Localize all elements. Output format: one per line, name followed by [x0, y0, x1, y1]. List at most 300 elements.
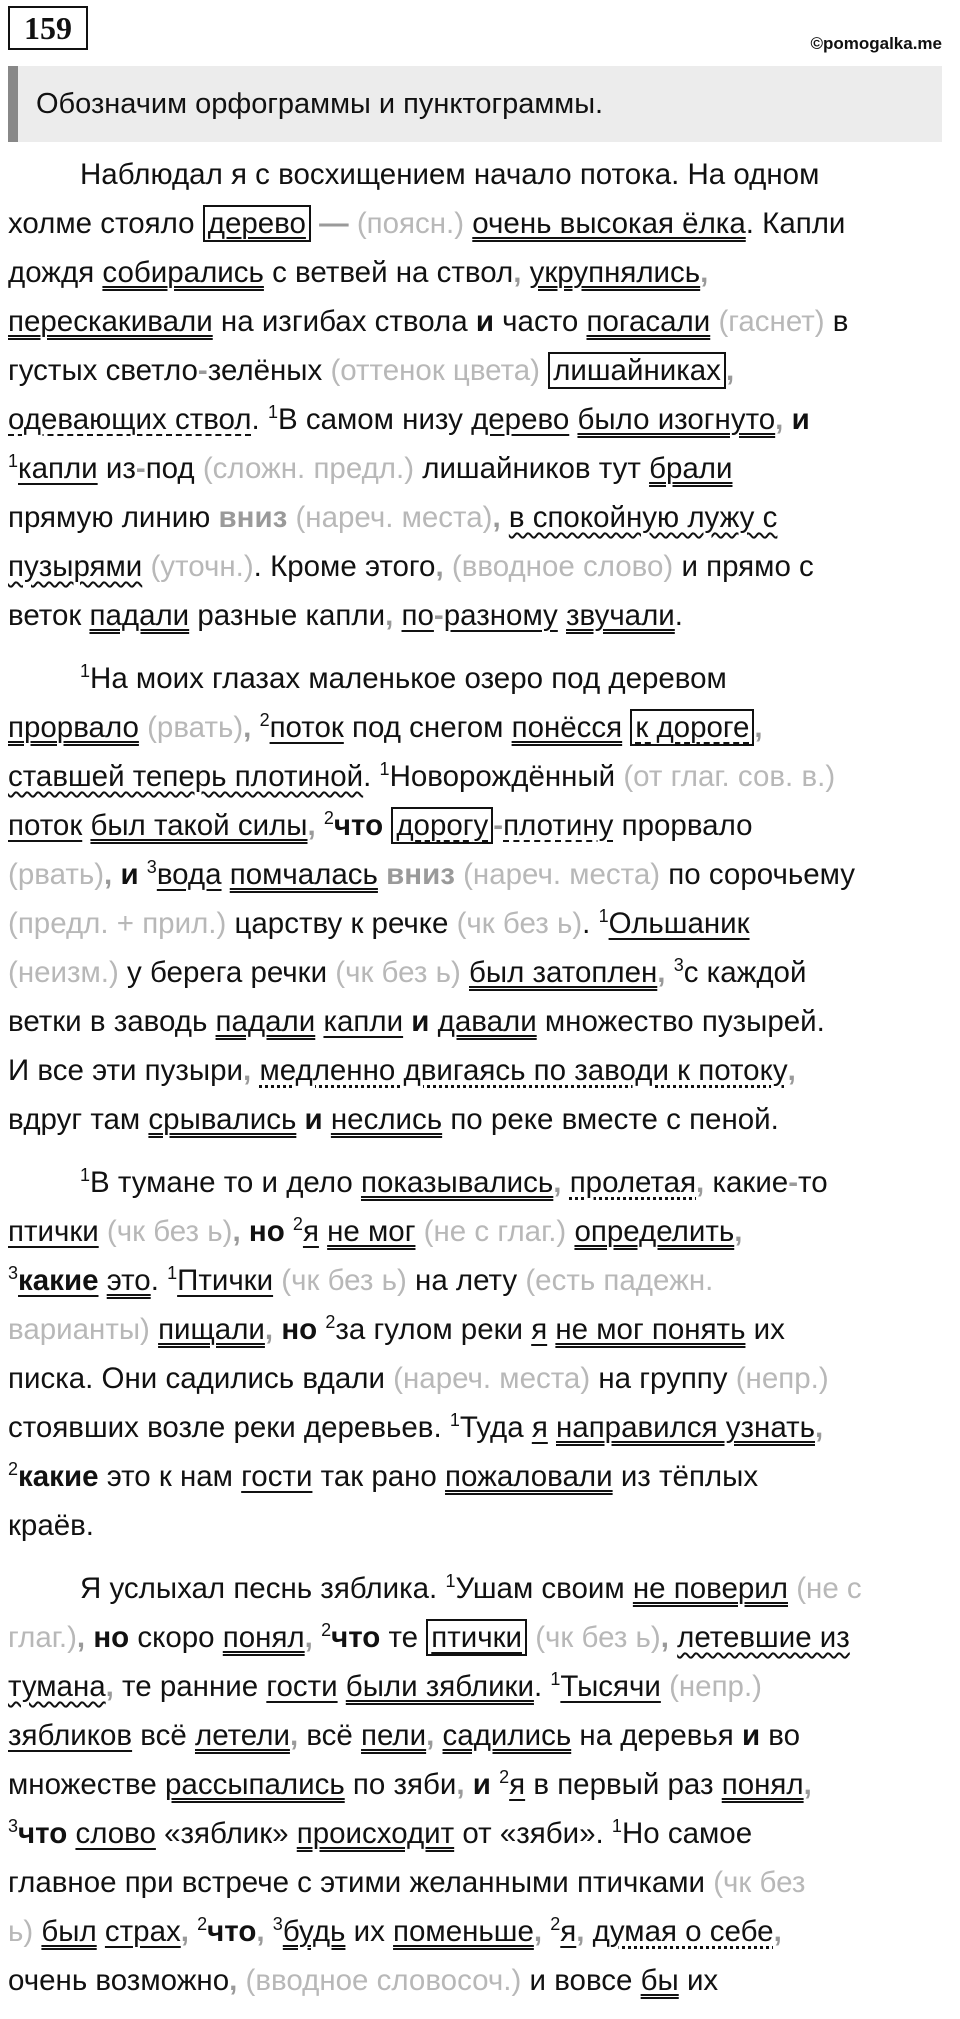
text-line — [8, 1403, 952, 1452]
text-line — [8, 752, 952, 801]
text-segment: . — [533, 1670, 551, 1703]
sentence-index: 1 — [598, 906, 609, 927]
text-segment: разные капли — [189, 599, 386, 632]
text-segment: по зяби — [344, 1768, 457, 1801]
text-segment — [139, 711, 147, 744]
text-segment: часто — [493, 305, 587, 338]
marked-segment: , — [657, 956, 666, 989]
text-line — [8, 1046, 952, 1095]
sentence-index: 2 — [325, 1312, 336, 1333]
text-line — [8, 542, 952, 591]
marked-segment: , — [576, 1915, 585, 1948]
marked-segment: по — [401, 599, 434, 632]
marked-segment: что — [333, 809, 384, 842]
text-segment: зелёных — [207, 354, 331, 387]
marked-segment: капли — [18, 452, 98, 485]
text-segment: по реке вместе с пеной. — [442, 1103, 779, 1136]
text-segment — [97, 1915, 105, 1948]
text-segment — [669, 1621, 677, 1654]
exercise-text — [8, 150, 952, 2019]
text-segment — [338, 1670, 346, 1703]
text-line — [8, 444, 952, 493]
marked-segment: падали — [215, 1005, 316, 1038]
text-segment: В самом низу — [277, 403, 472, 436]
text-segment: под снегом — [343, 711, 512, 744]
marked-segment: (чк без ь) — [535, 1621, 661, 1654]
marked-segment: - — [197, 354, 208, 387]
text-segment — [319, 1215, 327, 1248]
paragraph-1 — [8, 150, 952, 640]
text-segment — [393, 599, 401, 632]
text-segment: . Капли — [745, 207, 846, 240]
text-segment — [222, 858, 230, 891]
text-segment: густых светло — [8, 354, 198, 387]
marked-segment: - — [433, 599, 444, 632]
marked-segment: зябликов — [8, 1719, 133, 1752]
sentence-index: 2 — [323, 808, 334, 829]
text-segment: и вовсе — [521, 1964, 641, 1997]
marked-segment: пели — [361, 1719, 427, 1752]
marked-segment: я — [531, 1313, 548, 1346]
sentence-index: 1 — [167, 1263, 178, 1284]
marked-segment: , — [533, 1915, 543, 1948]
text-segment — [562, 1166, 570, 1199]
marked-segment: ставшей теперь плотиной — [8, 760, 364, 793]
sentence-index: 1 — [267, 402, 278, 423]
marked-segment: не мог понять — [555, 1313, 746, 1346]
marked-segment: птички — [8, 1215, 99, 1248]
marked-segment: пролетая — [569, 1166, 697, 1199]
marked-segment: вниз — [386, 858, 455, 891]
text-segment: на лету — [406, 1264, 526, 1297]
marked-segment: , — [180, 1915, 189, 1948]
text-segment — [316, 809, 324, 842]
marked-segment: (чк без ь) — [456, 907, 583, 940]
marked-segment: понёсся — [511, 711, 623, 744]
marked-segment: происходит — [296, 1817, 455, 1850]
marked-segment: (непр.) — [735, 1362, 829, 1395]
marked-segment: (есть падежн. — [525, 1264, 714, 1297]
marked-segment: , — [243, 711, 252, 744]
text-segment — [491, 1768, 499, 1801]
marked-segment: рассыпались — [165, 1768, 345, 1801]
marked-segment: срывались — [148, 1103, 297, 1136]
text-segment — [99, 1264, 107, 1297]
marked-segment: , — [289, 1719, 299, 1752]
marked-segment: лишайниках — [548, 352, 726, 389]
marked-segment: (рвать) — [147, 711, 244, 744]
marked-segment: помчалась — [229, 858, 378, 891]
marked-segment: думая о себе — [592, 1915, 774, 1948]
marked-segment: определить — [574, 1215, 735, 1248]
sentence-index: 3 — [673, 955, 684, 976]
marked-segment: , — [456, 1768, 465, 1801]
text-segment — [558, 599, 566, 632]
paragraph-4 — [8, 1564, 952, 2005]
text-segment: в первый раз — [525, 1768, 722, 1801]
marked-segment: , — [105, 1670, 114, 1703]
marked-segment: , — [304, 1621, 313, 1654]
marked-segment: поменьше — [393, 1915, 534, 1948]
text-segment — [139, 858, 147, 891]
text-segment: какие — [704, 1166, 789, 1199]
text-segment: . — [674, 599, 683, 632]
marked-segment: , — [243, 1054, 252, 1087]
text-segment: так рано — [312, 1460, 446, 1493]
text-line — [8, 199, 952, 248]
marked-segment: медленно двигаясь по заводи к потоку — [259, 1054, 788, 1087]
text-segment: множестве — [8, 1768, 165, 1801]
marked-segment: (сложн. предл.) — [202, 452, 415, 485]
text-segment: из — [97, 452, 136, 485]
marked-segment: пищали — [158, 1313, 265, 1346]
text-segment — [444, 550, 452, 583]
text-segment: с каждой — [683, 956, 807, 989]
text-segment — [429, 1005, 437, 1038]
text-segment: те — [380, 1621, 427, 1654]
marked-segment: (нареч. места) — [463, 858, 661, 891]
marked-segment: но — [281, 1313, 318, 1346]
marked-segment: гости — [266, 1670, 338, 1703]
sentence-index: 2 — [499, 1767, 510, 1788]
marked-segment: слово — [75, 1817, 156, 1850]
text-segment: Туда — [459, 1411, 532, 1444]
text-segment: и прямо с — [673, 550, 814, 583]
marked-segment: , — [754, 711, 763, 744]
marked-segment: одевающих ствол — [8, 403, 252, 436]
marked-segment: (гаснет) — [718, 305, 825, 338]
text-segment: краёв. — [8, 1509, 94, 1542]
text-line — [8, 1613, 952, 1662]
marked-segment: и — [475, 305, 494, 338]
text-line — [8, 1907, 952, 1956]
marked-segment: ь) — [8, 1915, 34, 1948]
text-segment — [465, 1768, 473, 1801]
marked-segment: (чк без ь) — [106, 1215, 233, 1248]
marked-segment: , — [803, 1768, 812, 1801]
sentence-index: 1 — [80, 1165, 91, 1186]
marked-segment: давали — [437, 1005, 537, 1038]
text-segment — [661, 1670, 669, 1703]
marked-segment: летевшие из — [677, 1621, 850, 1654]
text-segment — [527, 1621, 535, 1654]
marked-segment: перескакивали — [8, 305, 213, 338]
text-segment — [455, 858, 463, 891]
marked-segment: (нареч. места) — [393, 1362, 591, 1395]
text-segment — [296, 1103, 304, 1136]
marked-segment: , — [513, 256, 522, 289]
text-segment — [237, 1964, 245, 1997]
marked-segment: (вводное слово) — [451, 550, 674, 583]
marked-segment: , — [773, 1915, 782, 1948]
marked-segment: я — [531, 1411, 548, 1444]
marked-segment: , — [492, 501, 501, 534]
sentence-index: 2 — [550, 1914, 561, 1935]
marked-segment: что — [207, 1915, 257, 1948]
marked-segment: - — [493, 809, 504, 842]
text-segment — [501, 501, 509, 534]
marked-segment: неслись — [330, 1103, 443, 1136]
marked-segment: погасали — [586, 305, 711, 338]
marked-segment: (неизм.) — [8, 956, 119, 989]
marked-segment: поток — [269, 711, 344, 744]
text-segment — [265, 1915, 273, 1948]
marked-segment: не мог — [327, 1215, 416, 1248]
marked-segment: вода — [156, 858, 222, 891]
text-line — [8, 703, 952, 752]
marked-segment: и — [791, 403, 810, 436]
text-segment: с ветвей на ствол — [263, 256, 514, 289]
marked-segment: , — [385, 599, 394, 632]
text-segment: главное при встрече с этими желанными птичками — [8, 1866, 714, 1899]
marked-segment: дерево — [471, 403, 570, 436]
sentence-index: 3 — [8, 1816, 19, 1837]
text-segment: веток — [8, 599, 90, 632]
marked-segment: бы — [640, 1964, 679, 1997]
marked-segment: поток — [8, 809, 83, 842]
text-segment — [99, 1215, 107, 1248]
marked-segment: - — [135, 452, 146, 485]
marked-segment: понял — [721, 1768, 804, 1801]
marked-segment: собирались — [102, 256, 264, 289]
marked-segment: но — [93, 1621, 130, 1654]
text-segment: Но самое — [621, 1817, 753, 1850]
text-segment: всё — [132, 1719, 195, 1752]
marked-segment: , — [787, 1054, 796, 1087]
paragraph-2 — [8, 654, 952, 1144]
text-segment: те ранние — [113, 1670, 267, 1703]
marked-segment: это — [106, 1264, 151, 1297]
text-line — [8, 1452, 952, 1501]
sentence-index: 3 — [272, 1914, 283, 1935]
marked-segment: что — [331, 1621, 381, 1654]
text-segment: . — [251, 403, 268, 436]
marked-segment: (уточн.) — [150, 550, 254, 583]
marked-segment: я — [302, 1215, 319, 1248]
text-segment — [189, 1915, 197, 1948]
marked-segment: , — [775, 403, 784, 436]
text-line — [8, 1711, 952, 1760]
marked-segment: плотину — [503, 809, 614, 842]
text-line — [8, 1158, 952, 1207]
marked-segment: (нареч. места) — [295, 501, 493, 534]
marked-segment: , — [725, 354, 735, 387]
marked-segment: , — [734, 1215, 743, 1248]
marked-segment: глаг.) — [8, 1621, 77, 1654]
text-segment: царству к речке — [226, 907, 457, 940]
marked-segment: (от глаг. сов. в.) — [623, 760, 836, 793]
marked-segment: - — [788, 1166, 799, 1199]
task-heading: Обозначим орфограммы и пунктограммы. — [8, 66, 942, 142]
marked-segment: (чк без — [713, 1866, 806, 1899]
sentence-index: 1 — [449, 1410, 460, 1431]
marked-segment: , — [229, 1964, 238, 1997]
marked-segment: был затоплен — [469, 956, 658, 989]
text-segment: множество пузырей. — [536, 1005, 825, 1038]
sentence-index: 2 — [292, 1214, 303, 1235]
exercise-number: 159 — [8, 6, 88, 50]
marked-segment: (оттенок цвета) — [330, 354, 540, 387]
marked-segment: летели — [194, 1719, 290, 1752]
marked-segment: , — [232, 1215, 241, 1248]
text-line — [8, 1305, 952, 1354]
text-segment: Наблюдал я с восхищением начало потока. На одном — [80, 158, 820, 191]
text-segment — [461, 956, 469, 989]
sentence-index: 2 — [8, 1459, 19, 1480]
marked-segment: (не с — [796, 1572, 862, 1605]
marked-segment: (чк без ь) — [281, 1264, 407, 1297]
marked-segment: тумана — [8, 1670, 106, 1703]
text-segment: от «зяби». — [454, 1817, 612, 1850]
marked-segment: разному — [443, 599, 558, 632]
text-line — [8, 1095, 952, 1144]
marked-segment: , — [660, 1621, 669, 1654]
text-segment: Ушам своим — [455, 1572, 633, 1605]
marked-segment: , — [700, 256, 709, 289]
text-segment: их — [345, 1915, 394, 1948]
marked-segment: , — [264, 1313, 274, 1346]
watermark: ©pomogalka.me — [810, 34, 942, 53]
marked-segment: — — [319, 207, 349, 240]
text-segment: скоро — [129, 1621, 223, 1654]
text-segment: дождя — [8, 256, 103, 289]
text-segment — [150, 1313, 158, 1346]
text-line — [8, 1564, 952, 1613]
marked-segment: , — [256, 1915, 265, 1948]
text-segment — [349, 207, 357, 240]
text-segment: прорвало — [613, 809, 753, 842]
text-segment: у берега речки — [118, 956, 336, 989]
text-segment: очень возможно — [8, 1964, 230, 1997]
text-line — [8, 997, 952, 1046]
marked-segment: и — [472, 1768, 491, 1801]
sentence-index: 1 — [445, 1571, 456, 1592]
marked-segment: падали — [89, 599, 190, 632]
sentence-index: 1 — [611, 1816, 622, 1837]
marked-segment: прорвало — [8, 711, 139, 744]
text-line — [8, 899, 952, 948]
marked-segment: и — [411, 1005, 430, 1038]
marked-segment: капли — [323, 1005, 404, 1038]
marked-segment: (поясн.) — [356, 207, 465, 240]
text-segment — [548, 1411, 556, 1444]
text-segment: . — [150, 1264, 168, 1297]
text-line — [8, 1760, 952, 1809]
marked-segment: звучали — [566, 599, 675, 632]
marked-segment: был — [41, 1915, 97, 1948]
marked-segment: Тысячи — [560, 1670, 661, 1703]
marked-segment: страх — [104, 1915, 181, 1948]
text-segment — [434, 1719, 442, 1752]
text-line — [8, 346, 952, 395]
text-segment: . Кроме этого — [253, 550, 436, 583]
text-segment: прямую линию — [8, 501, 219, 534]
text-line — [8, 1256, 952, 1305]
marked-segment: (чк без ь) — [335, 956, 461, 989]
text-segment: . — [363, 760, 380, 793]
text-segment: холме стояло — [8, 207, 203, 240]
text-segment — [378, 858, 386, 891]
text-segment: по сорочьему — [660, 858, 855, 891]
text-line — [8, 1809, 952, 1858]
text-line — [8, 654, 952, 703]
marked-segment: Птички — [177, 1264, 274, 1297]
marked-segment: я — [509, 1768, 526, 1801]
marked-segment: было изогнуто — [577, 403, 776, 436]
text-segment: . — [582, 907, 599, 940]
text-segment — [415, 1215, 423, 1248]
text-line — [8, 395, 952, 444]
text-segment: то — [798, 1166, 828, 1199]
marked-segment: понял — [222, 1621, 305, 1654]
marked-segment: , — [426, 1719, 435, 1752]
text-segment: Новорождённый — [389, 760, 624, 793]
marked-segment: какие — [18, 1460, 99, 1493]
marked-segment: пожаловали — [445, 1460, 613, 1493]
text-segment: стоявших возле реки деревьев. — [8, 1411, 450, 1444]
text-segment: вдруг там — [8, 1103, 149, 1136]
text-segment — [251, 711, 259, 744]
marked-segment: брали — [649, 452, 733, 485]
marked-segment: и — [741, 1719, 761, 1752]
marked-segment: пузырями — [8, 550, 143, 583]
sentence-index: 1 — [550, 1669, 561, 1690]
text-segment: писка. Они садились вдали — [8, 1362, 394, 1395]
marked-segment: , — [435, 550, 444, 583]
text-segment: под — [145, 452, 203, 485]
marked-segment: не поверил — [632, 1572, 788, 1605]
text-line — [8, 948, 952, 997]
marked-segment: я — [560, 1915, 577, 1948]
text-line — [8, 1858, 952, 1907]
text-segment — [783, 403, 791, 436]
text-segment: В тумане то и дело — [90, 1166, 361, 1199]
paragraph-3 — [8, 1158, 952, 1550]
marked-segment: очень высокая ёлка — [472, 207, 746, 240]
text-segment: за гулом реки — [335, 1313, 532, 1346]
text-segment: И все эти пузыри — [8, 1054, 244, 1087]
text-segment: Я услыхал песнь зяблика. — [80, 1572, 446, 1605]
text-segment: лишайников тут — [414, 452, 650, 485]
text-segment — [285, 1215, 293, 1248]
marked-segment: и — [120, 858, 139, 891]
text-segment — [584, 1915, 592, 1948]
marked-segment: , — [553, 1166, 562, 1199]
marked-segment: (непр.) — [669, 1670, 762, 1703]
text-line — [8, 493, 952, 542]
sentence-index: 1 — [80, 661, 91, 682]
text-line — [8, 850, 952, 899]
text-line — [8, 1662, 952, 1711]
text-segment: из тёплых — [612, 1460, 759, 1493]
text-segment: в — [824, 305, 849, 338]
text-segment: это к нам — [98, 1460, 242, 1493]
text-segment — [241, 1215, 249, 1248]
text-line — [8, 1956, 952, 2005]
marked-segment: , — [104, 858, 113, 891]
marked-segment: (вводное словосоч.) — [245, 1964, 522, 1997]
sentence-index: 3 — [8, 1263, 19, 1284]
sentence-index: 1 — [379, 759, 390, 780]
text-segment: всё — [298, 1719, 362, 1752]
text-segment: на группу — [590, 1362, 736, 1395]
marked-segment: (рвать) — [8, 858, 105, 891]
text-segment — [323, 1103, 331, 1136]
text-segment: «зяблик» — [155, 1817, 297, 1850]
marked-segment: в спокойную лужу с — [508, 501, 778, 534]
marked-segment: что — [18, 1817, 68, 1850]
marked-segment: был такой силы — [90, 809, 308, 842]
